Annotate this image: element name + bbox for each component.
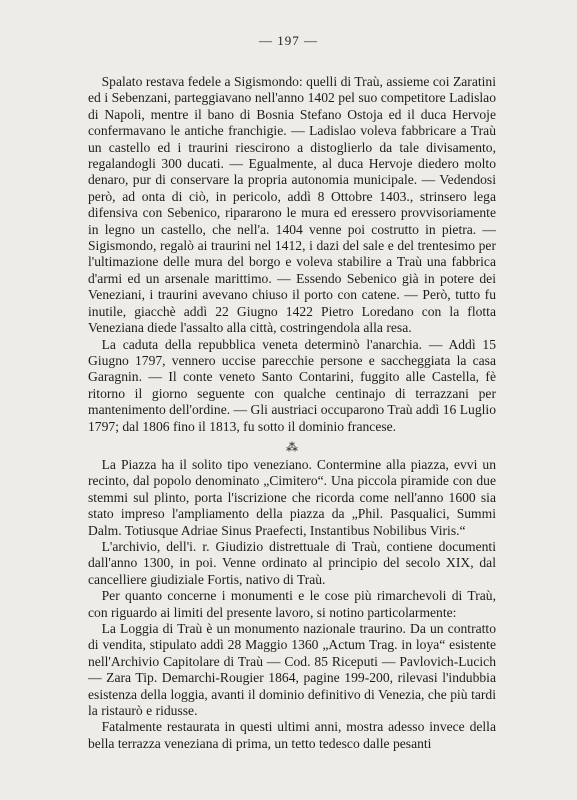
paragraph-piazza: La Piazza ha il solito tipo veneziano. Contermine alla piazza, evvi un recinto, dal popolo denominato „Cimitero“. Una piccola piramide con due stemmi sul plinto, porta l'iscrizione che ricorda come nell'anno 1600 sia stato impreso l'ampliamento della piazza da „Phil. Pasqualici, Summi Dalm. Totiusque Adriae Sinus Praefecti, Instantibus Nobilibus Viris.“ — [88, 456, 496, 538]
paragraph-restaurata: Fatalmente restaurata in questi ultimi anni, mostra adesso invece della bella terrazza veneziana di prima, un tetto tedesco dalle pesanti — [88, 719, 496, 751]
paragraph-sigismondo: Spalato restava fedele a Sigismondo: quelli di Traù, assieme coi Zaratini ed i Sebenzani, parteggiavano nell'anno 1402 pel suo competitore Ladislao di Napoli, mentre il bano di Bosnia Stefano Ostoja ed il duca Hervoje confermavano le antiche franchigie. — Ladislao voleva fabbricare a Traù un castello ed i traurini riescirono a distoglierlo da tale divisamento, regalandogli 300 ducati. — Egualmente, al duca Hervoje diedero molto denaro, pur di conservare la propria autonomia municipale. — Vedendosi però, ad onta di ciò, in pericolo, addì 8 Ottobre 1403., strinsero lega difensiva con Sebenico, ripararono le mura ed eressero provvisoriamente in legno un castello, che nell'a. 1404 venne poi costrutto in pietra. — Sigismondo, regalò ai traurini nel 1412, i dazi del sale e del trentesimo per l'ultimazione delle mura del borgo e voleva stabilire a Traù una fabbrica d'armi ed un arsenale marittimo. — Essendo Sebenico già in potere dei Veneziani, i traurini avevano chiuso il porto con catene. — Però, tutto fu inutile, giacchè addì 22 Giugno 1422 Pietro Loredano con la flotta Veneziana diede l'assalto alla città, costringendola alla resa. — [88, 74, 496, 336]
page-number: — 197 — — [259, 33, 318, 48]
paragraph-monumenti: Per quanto concerne i monumenti e le cose più rimarchevoli di Traù, con riguardo ai limiti del presente lavoro, si notino particolarmente: — [88, 588, 496, 620]
paragraph-loggia: La Loggia di Traù è un monumento nazionale traurino. Da un contratto di vendita, stipulato addì 28 Maggio 1360 „Actum Trag. in loya“ esistente nell'Archivio Capitolare di Traù — Cod. 85 Riceputi — Pavlovich-Lucich — Zara Tip. Demarchi-Rougier 1864, pagine 199-200, rilevasi l'indubbia esistenza della loggia, avanti il dominio definitivo di Venezia, che più tardi la ristaurò e ridusse. — [88, 621, 496, 719]
section-asterism: ⁂ — [286, 439, 298, 454]
paragraph-archivio: L'archivio, dell'i. r. Giudizio distrettuale di Traù, contiene documenti dall'anno 1300, in poi. Venne ordinato al principio del secolo XIX, dal cancelliere giudiziale Fortis, nativo di Traù. — [88, 538, 496, 587]
paragraph-caduta-repubblica: La caduta della repubblica veneta determinò l'anarchia. — Addì 15 Giugno 1797, vennero uccise parecchie persone e saccheggiata la casa Garagnin. — Il conte veneto Santo Contarini, fuggito alle Castella, fè ritorno il giorno seguente con qualche centinajo di terrazzani per mantenimento dell'ordine. — Gli austriaci occuparono Traù addì 16 Luglio 1797; dal 1806 fino il 1813, fu sotto il dominio francese. — [88, 336, 496, 434]
page-body — [88, 74, 496, 752]
